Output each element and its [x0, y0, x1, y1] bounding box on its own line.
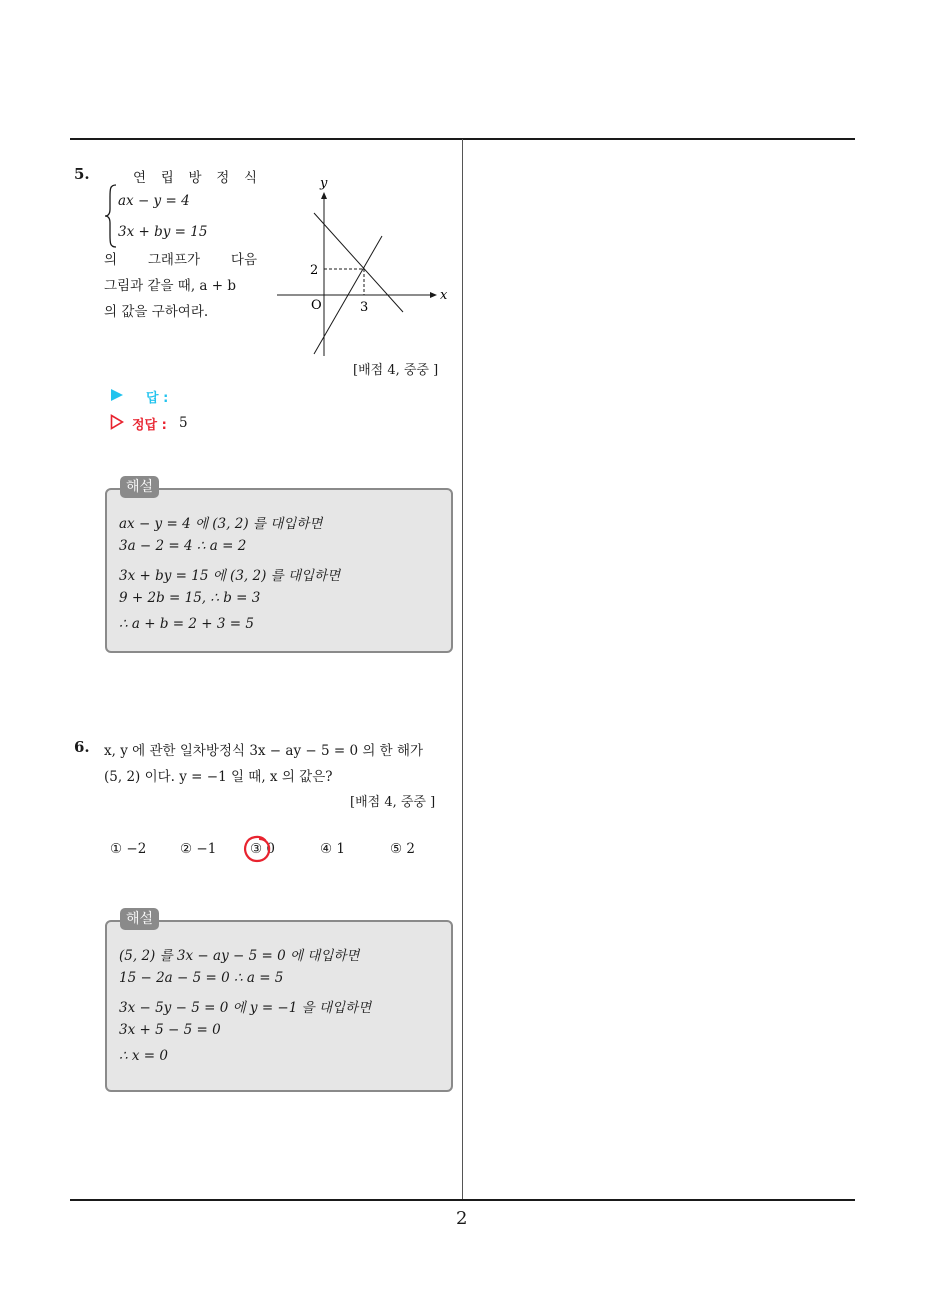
question-number: 6.	[74, 738, 90, 756]
explanation-line: 3x + 5 − 5 = 0	[119, 1022, 221, 1038]
explanation-tag: 해설	[120, 476, 159, 498]
explanation-tag: 해설	[120, 908, 159, 930]
system-equation-1: ax − y = 4	[118, 193, 190, 209]
y-axis-label: y	[320, 176, 328, 191]
choice-1[interactable]: ① −2	[110, 841, 147, 857]
choice-5[interactable]: ⑤ 2	[390, 841, 415, 857]
explanation-line: 3x − 5y − 5 = 0 에 y = −1 을 대입하면	[119, 1000, 372, 1016]
y-axis	[321, 192, 327, 356]
explanation-line: 3x + by = 15 에 (3, 2) 를 대입하면	[119, 568, 341, 584]
explanation-box	[105, 488, 453, 653]
answer-label: 답 :	[146, 391, 169, 406]
question-text-line-1: x, y 에 관한 일차방정식 3x − ay − 5 = 0 의 한 해가	[104, 743, 424, 759]
explanation-box	[105, 920, 453, 1092]
choice-2[interactable]: ② −1	[180, 841, 217, 857]
line-3x-plus-by	[314, 213, 403, 312]
explanation-line: (5, 2) 를 3x − ay − 5 = 0 에 대입하면	[119, 948, 360, 964]
explanation-line: ax − y = 4 에 (3, 2) 를 대입하면	[119, 516, 323, 532]
choice-4[interactable]: ④ 1	[320, 841, 345, 857]
answer-arrow-icon	[110, 388, 124, 402]
origin-label: O	[311, 298, 322, 313]
x-tick-label: 3	[360, 300, 369, 315]
question-number: 5.	[74, 165, 90, 183]
bottom-rule	[70, 1199, 855, 1201]
x-axis	[277, 292, 437, 298]
y-tick-label: 2	[310, 263, 319, 278]
page-number: 2	[456, 1208, 468, 1229]
system-brace	[104, 183, 118, 249]
question-text-line-2: 그림과 같을 때, a + b	[104, 278, 236, 294]
column-divider	[462, 139, 463, 1201]
question-text-line-2: (5, 2) 이다. y = −1 일 때, x 의 값은?	[104, 769, 333, 785]
linear-graph	[270, 170, 455, 360]
x-axis-label: x	[440, 288, 448, 303]
question-text-line-3: 의 값을 구하여라.	[104, 304, 209, 320]
score-tag: [배점 4, 중중 ]	[350, 795, 436, 810]
choice-3[interactable]: ③ 0	[250, 841, 275, 857]
correct-answer-value: 5	[179, 415, 188, 431]
explanation-line: ∴ x = 0	[119, 1048, 168, 1064]
score-tag: [배점 4, 중중 ]	[353, 363, 439, 378]
explanation-line: ∴ a + b = 2 + 3 = 5	[119, 616, 254, 632]
selected-choice-mark-icon	[243, 834, 273, 864]
correct-arrow-icon	[110, 414, 124, 430]
explanation-line: 3a − 2 = 4 ∴ a = 2	[119, 538, 247, 554]
question-text-line-1: 의 그래프가 다음	[104, 252, 257, 268]
system-equation-2: 3x + by = 15	[118, 224, 208, 240]
explanation-line: 9 + 2b = 15, ∴ b = 3	[119, 590, 261, 606]
correct-answer-label: 정답 :	[132, 418, 167, 433]
explanation-line: 15 − 2a − 5 = 0 ∴ a = 5	[119, 970, 284, 986]
question-intro: 연 립 방 정 식	[133, 170, 257, 186]
